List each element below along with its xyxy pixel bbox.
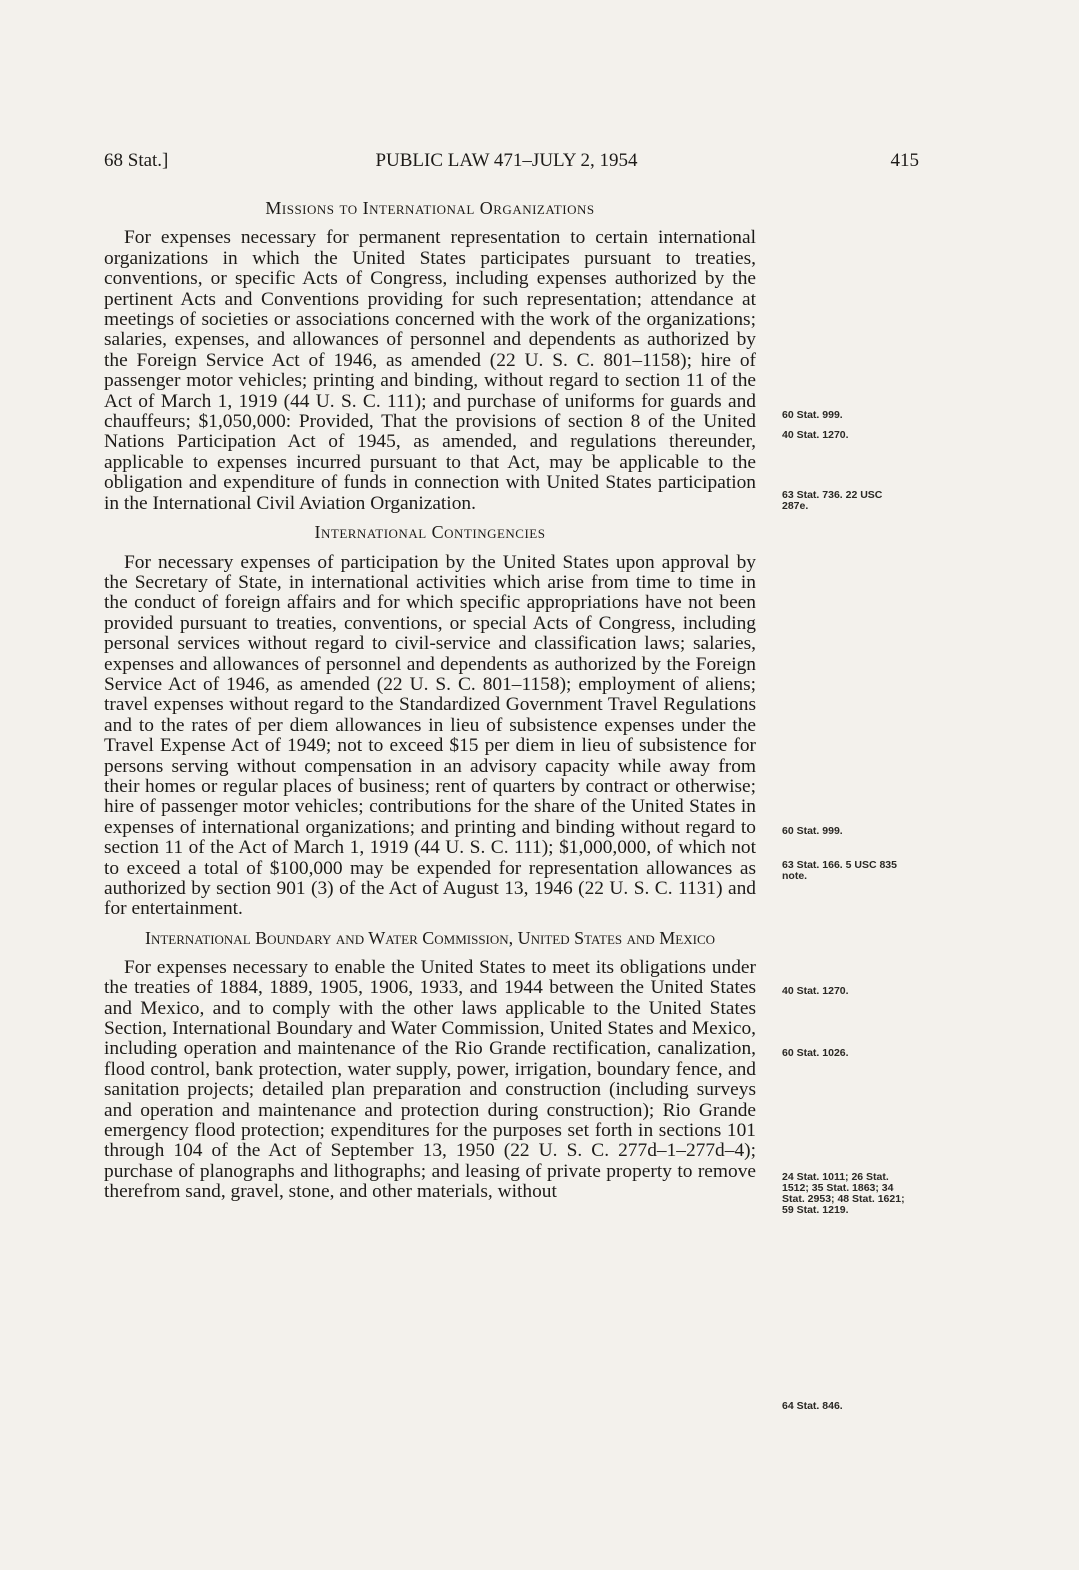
section-heading-contingencies: International Contingencies: [314, 522, 546, 543]
margin-citation: 60 Stat. 999.: [782, 825, 843, 837]
margin-citation: 63 Stat. 166. 5 USC 835 note.: [782, 859, 897, 882]
law-title: PUBLIC LAW 471–JULY 2, 1954: [375, 150, 638, 171]
page-number: 415: [890, 150, 919, 171]
running-head: [104, 150, 919, 172]
margin-citation: 60 Stat. 1026.: [782, 1047, 849, 1059]
margin-citation: 40 Stat. 1270.: [782, 985, 849, 997]
main-text-column: [104, 198, 756, 1211]
section-paragraph-boundary-commission: For expenses necessary to enable the United States to meet its obligations under the treaties of 1884, 1889, 1905, 1906, 1933, and 1944 between the United States and Mexico, and to comply with the other laws applicable to the United States Section, International Boundary and Water Commission, United States and Mexico, including operation and maintenance of the Rio Grande rectification, canalization, flood control, bank protection, water supply, power, irrigation, boundary fence, and sanitation projects; detailed plan preparation and construction (including surveys and operation and maintenance and protection during construction); Rio Grande emergency flood protection; expenditures for the purposes set forth in sections 101 through 104 of the Act of September 13, 1950 (22 U. S. C. 277d–1–277d–4); purchase of planographs and lithographs; and leasing of private property to remove therefrom sand, gravel, stone, and other materials, without: [104, 956, 756, 1203]
section-heading-boundary-commission: International Boundary and Water Commission, United States and Mexico: [144, 927, 715, 948]
volume-reference: 68 Stat.]: [104, 150, 169, 171]
section-paragraph-missions: For expenses necessary for permanent representation to certain international organizations in which the United States participates pursuant to treaties, conventions, or specific Acts of Congress, including expenses authorized by the pertinent Acts and Conventions providing for such representation; attendance at meetings of societies or associations concerned with the work of the organizations; salaries, expenses, and allowances of personnel and dependents as authorized by the Foreign Service Act of 1946, as amended (22 U. S. C. 801–1158); hire of passenger motor vehicles; printing and binding, without regard to section 11 of the Act of March 1, 1919 (44 U. S. C. 111); and purchase of uniforms for guards and chauffeurs; $1,050,000: Provided, That the provisions of section 8 of the United Nations Participation Act of 1945, as amended, and regulations thereunder, applicable to expenses incurred pursuant to that Act, may be applicable to the obligation and expenditure of funds in connection with United States participation in the International Civil Aviation Organization.: [104, 227, 756, 514]
margin-citation: 63 Stat. 736. 22 USC 287e.: [782, 489, 883, 512]
margin-citation: 24 Stat. 1011; 26 Stat. 1512; 35 Stat. 1863; 34 Stat. 2953; 48 Stat. 1621; 59 Stat. 1219.: [782, 1171, 905, 1216]
margin-citation: 64 Stat. 846.: [782, 1400, 843, 1412]
margin-citation: 40 Stat. 1270.: [782, 429, 849, 441]
margin-citation: 60 Stat. 999.: [782, 409, 843, 421]
section-heading-missions: Missions to International Organizations: [265, 198, 595, 218]
section-paragraph-contingencies: For necessary expenses of participation by the United States upon approval by the Secretary of State, in international activities which arise from time to time in the conduct of foreign affairs and for which specific appropriations have not been provided pursuant to treaties, conventions, or special Acts of Congress, including personal services without regard to civil-service and classification laws; salaries, expenses and allowances of personnel and dependents as authorized by the Foreign Service Act of 1946, as amended (22 U. S. C. 801–1158); employment of aliens; travel expenses without regard to the Standardized Government Travel Regulations and to the rates of per diem allowances in lieu of subsistence expenses under the Travel Expense Act of 1949; not to exceed $15 per diem in lieu of subsistence for persons serving without compensation in an advisory capacity while away from their homes or regular places of business; rent of quarters by contract or otherwise; hire of passenger motor vehicles; contributions for the share of the United States in expenses of international organizations; and printing and binding without regard to section 11 of the Act of March 1, 1919 (44 U. S. C. 111); $1,000,000, of which not to exceed a total of $100,000 may be expended for representation allowances as authorized by section 901 (3) of the Act of August 13, 1946 (22 U. S. C. 1131) and for entertainment.: [104, 551, 756, 920]
